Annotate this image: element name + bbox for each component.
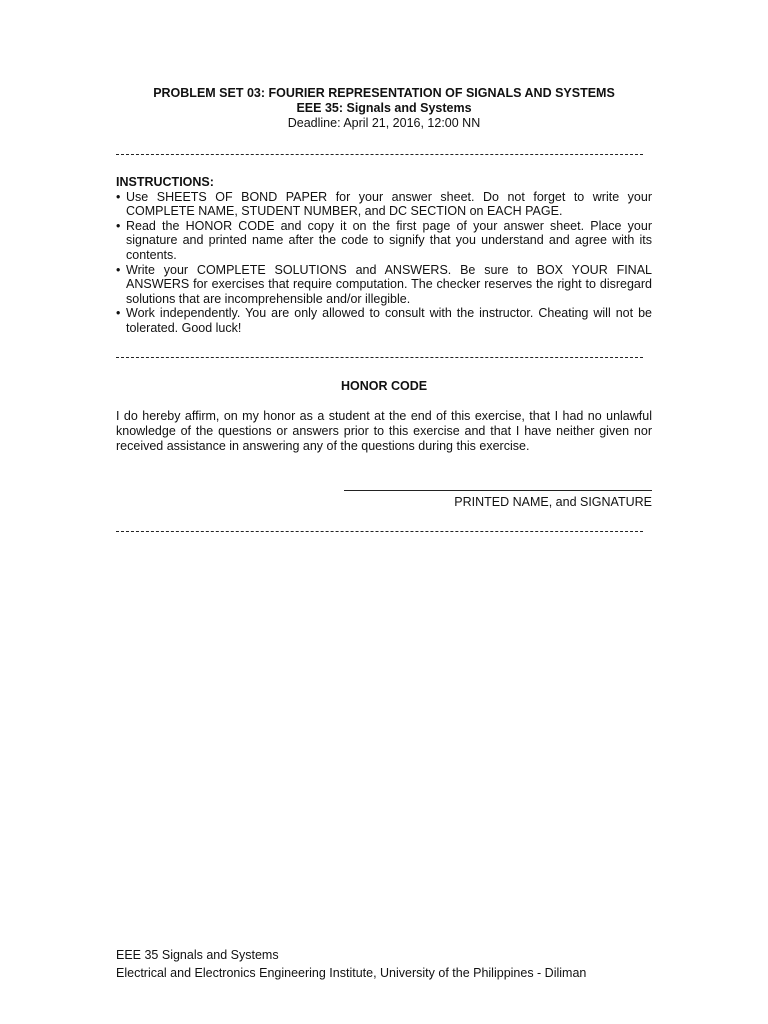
honor-code-heading: HONOR CODE: [340, 379, 428, 393]
instruction-text: Write your COMPLETE SOLUTIONS and ANSWERS. Be sure to BOX YOUR FINAL ANSWERS for exercises that require computation. The checker reserves the right to disregard solutions that are incomprehensible and/or illegible.: [126, 262, 652, 306]
instruction-item: [116, 306, 652, 335]
instruction-text: Read the HONOR CODE and copy it on the first page of your answer sheet. Place your signature and printed name after the code to signify that you understand and agree with its contents.: [126, 218, 652, 262]
instructions-heading: INSTRUCTIONS:: [116, 175, 214, 189]
dashed-divider-middle: [116, 357, 643, 358]
document-header: [116, 86, 652, 131]
course-title: EEE 35: Signals and Systems: [296, 101, 472, 115]
dashed-divider-bottom: [116, 531, 643, 532]
instruction-text: Work independently. You are only allowed to consult with the instructor. Cheating will not be tolerated. Good luck!: [126, 306, 652, 335]
instructions-section: [116, 175, 652, 336]
instruction-text: Use SHEETS OF BOND PAPER for your answer sheet. Do not forget to write your COMPLETE NAME, STUDENT NUMBER, and DC SECTION on EACH PAGE.: [126, 189, 652, 219]
instruction-item: [116, 190, 652, 219]
problem-set-title: PROBLEM SET 03: FOURIER REPRESENTATION OF SIGNALS AND SYSTEMS: [153, 86, 615, 100]
page-footer: [116, 946, 676, 982]
instructions-list: [116, 190, 652, 336]
bullet-icon: •: [116, 218, 121, 233]
bullet-icon: •: [116, 306, 121, 321]
footer-institute: Electrical and Electronics Engineering Institute, University of the Philippines - Diliman: [116, 966, 587, 980]
instruction-item: [116, 219, 652, 263]
deadline-text: Deadline: April 21, 2016, 12:00 NN: [287, 116, 481, 130]
signature-line: [344, 490, 652, 491]
bullet-icon: •: [116, 189, 121, 204]
honor-code-text: I do hereby affirm, on my honor as a student at the end of this exercise, that I had no unlawful knowledge of the questions or answers prior to this exercise and that I have neither given nor received assistance in answering any of the questions during this exercise.: [116, 409, 652, 453]
dashed-divider-top: [116, 154, 643, 155]
footer-course: EEE 35 Signals and Systems: [116, 948, 279, 962]
instruction-item: [116, 263, 652, 307]
signature-label: PRINTED NAME, and SIGNATURE: [454, 495, 652, 509]
bullet-icon: •: [116, 262, 121, 277]
